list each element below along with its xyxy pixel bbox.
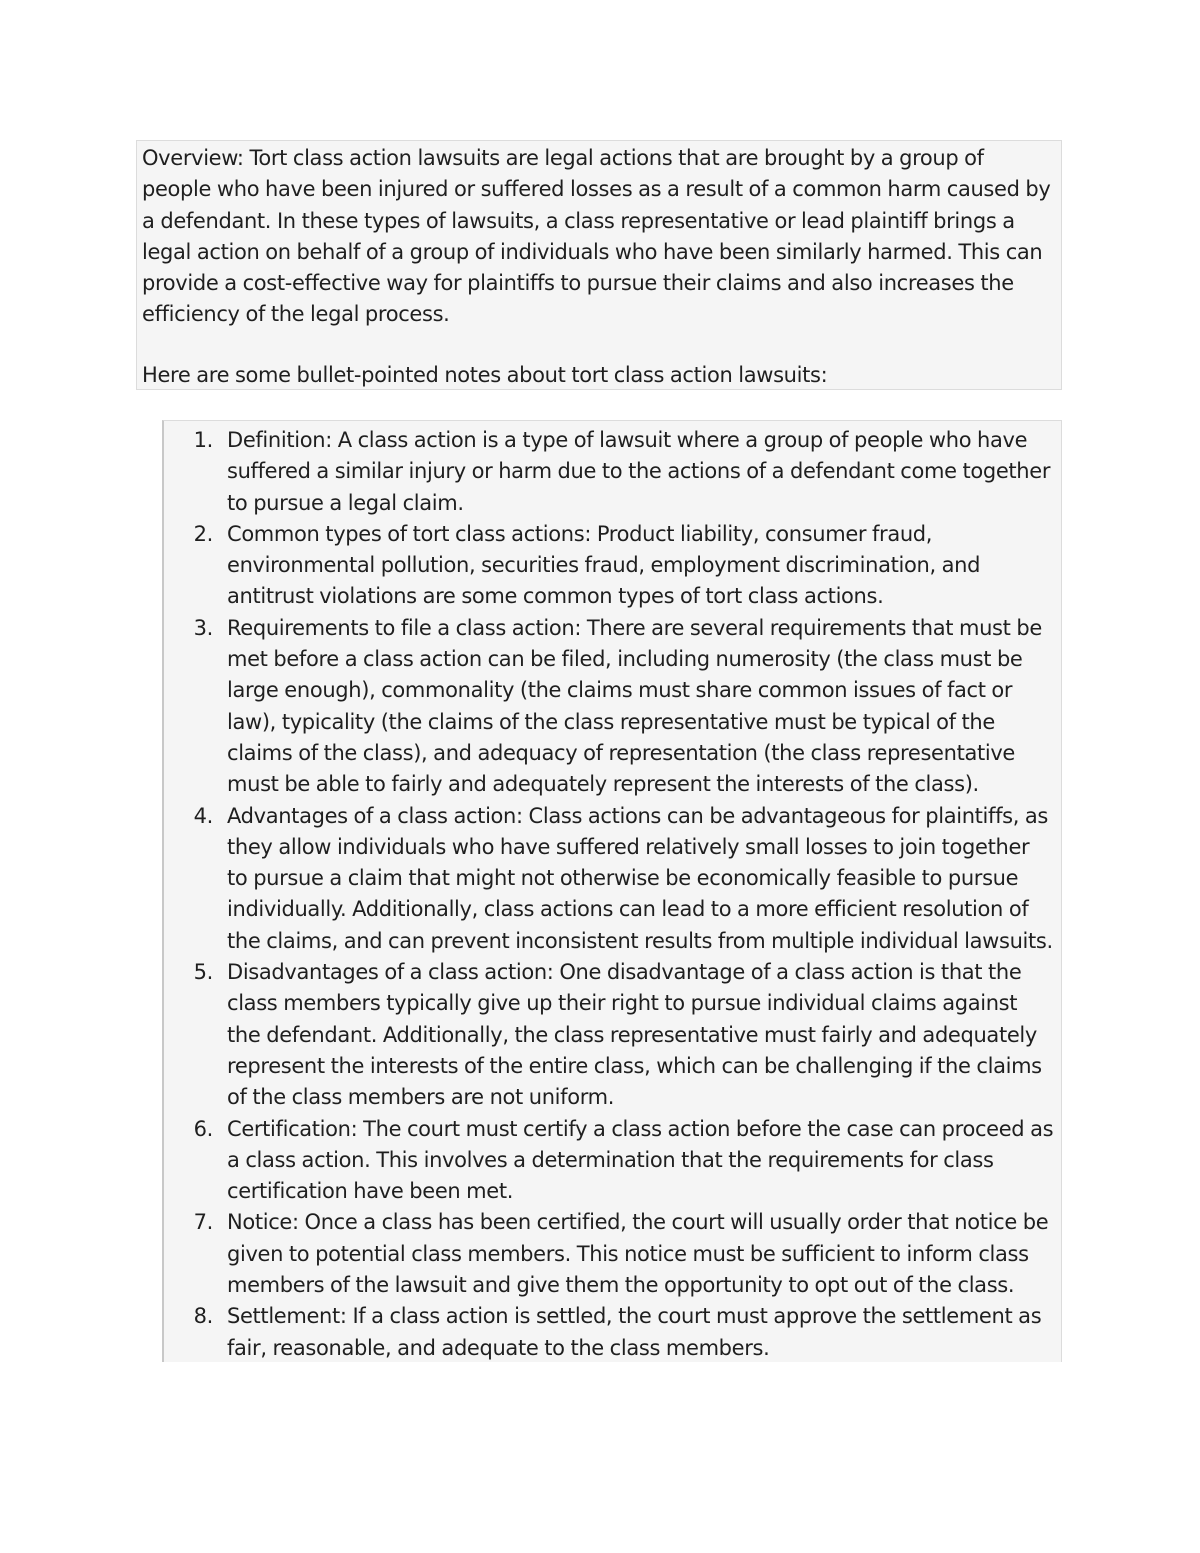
list-item bbox=[164, 519, 1055, 613]
list-item-number: 4. bbox=[193, 803, 213, 828]
list-item bbox=[164, 957, 1055, 1113]
list-item-number: 8. bbox=[193, 1304, 213, 1329]
overview-box bbox=[136, 140, 1062, 390]
list-item-text: Definition: A class action is a type of lawsuit where a group of people who have suffered a similar injury or harm due to the actions of a defendant come together to pursue a legal claim. bbox=[227, 428, 1051, 515]
list-item-text: Disadvantages of a class action: One disadvantage of a class action is that the class members typically give up their right to pursue individual claims against the defendant. Additionally, the class representative must fairly and adequately represent the interests of the entire class, which can be challenging if the claims of the class members are not uniform. bbox=[227, 960, 1042, 1110]
notes-list bbox=[164, 425, 1055, 1364]
list-item bbox=[164, 1301, 1055, 1364]
list-item bbox=[164, 801, 1055, 957]
notes-list-box bbox=[162, 420, 1062, 1362]
list-item-text: Common types of tort class actions: Product liability, consumer fraud, environmental pollution, securities fraud, employment discrimination, and antitrust violations are some common types of tort class actions. bbox=[227, 521, 981, 609]
list-item-text: Advantages of a class action: Class actions can be advantageous for plaintiffs, as they allow individuals who have suffered relatively small losses to join together to pursue a claim that might not otherwise be economically feasible to pursue individually. Additionally, class actions can lead to a more efficient resolution of the claims, and can prevent inconsistent results from multiple individual lawsuits. bbox=[227, 803, 1053, 953]
list-item bbox=[164, 1207, 1055, 1301]
list-item bbox=[164, 1114, 1055, 1208]
list-item bbox=[164, 613, 1055, 801]
list-item-text: Settlement: If a class action is settled, the court must approve the settlement as fair, reasonable, and adequate to the class members. bbox=[227, 1304, 1042, 1360]
list-item-number: 1. bbox=[193, 428, 213, 452]
list-item-number: 6. bbox=[193, 1116, 213, 1141]
list-item-text: Certification: The court must certify a class action before the case can proceed as a class action. This involves a determination that the requirements for class certification have been met. bbox=[227, 1116, 1054, 1204]
list-item-number: 7. bbox=[193, 1210, 213, 1235]
notes-intro: Here are some bullet-pointed notes about tort class action lawsuits: bbox=[142, 362, 828, 387]
list-item-text: Requirements to file a class action: There are several requirements that must be met before a class action can be filed, including numerosity (the class must be large enough), commonality (the claims must share common issues of fact or law), typicality (the claims of the class representative must be typical of the claims of the class), and adequacy of representation (the class representative must be able to fairly and adequately represent the interests of the class). bbox=[227, 615, 1042, 797]
list-item-text: Notice: Once a class has been certified, the court will usually order that notice be given to potential class members. This notice must be sufficient to inform class members of the lawsuit and give them the opportunity to opt out of the class. bbox=[227, 1210, 1049, 1298]
list-item-number: 5. bbox=[193, 960, 213, 985]
list-item-number: 3. bbox=[193, 615, 213, 640]
list-item bbox=[164, 425, 1055, 519]
overview-paragraph: Overview: Tort class action lawsuits are legal actions that are brought by a group of people who have been injured or suffered losses as a result of a common harm caused by a defendant. In these types of lawsuits, a class representative or lead plaintiff brings a legal action on behalf of a group of individuals who have been similarly harmed. This can provide a cost-effective way for plaintiffs to pursue their claims and also increases the efficiency of the legal process. bbox=[142, 146, 1051, 327]
list-item-number: 2. bbox=[193, 521, 213, 546]
